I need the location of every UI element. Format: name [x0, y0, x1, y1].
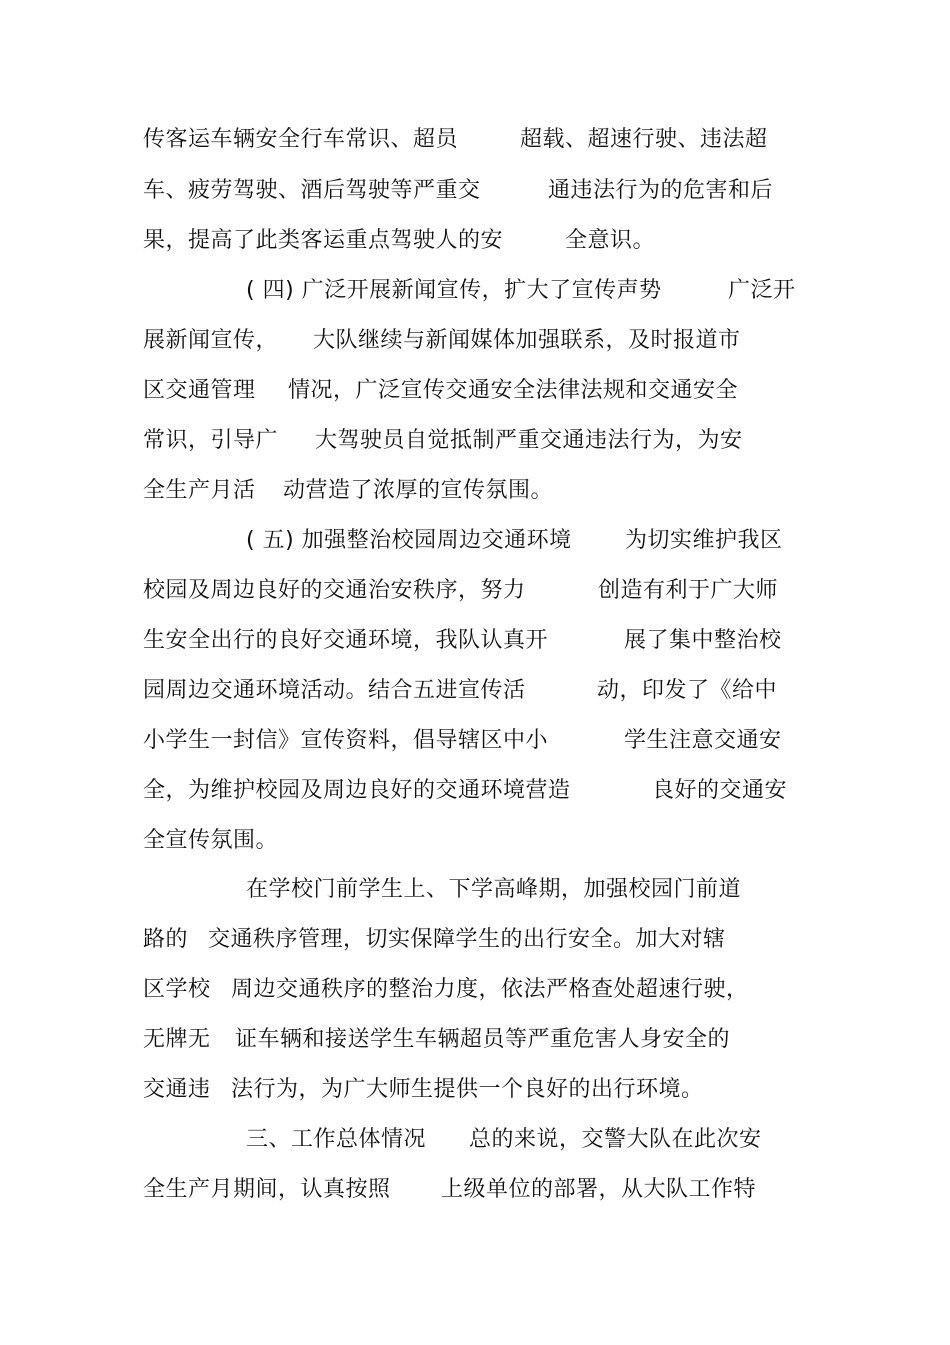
- text-segment: 创造有利于广大师: [598, 578, 779, 603]
- text-segment: 全生产月期间，认真按照: [143, 1177, 391, 1202]
- text-segment: 周边交通秩序的整治力度，依法严格查处超速行驶，: [231, 977, 749, 1002]
- text-segment: 全意识。: [565, 228, 656, 253]
- text-segment: 果，提高了此类客运重点驾驶人的安: [143, 228, 504, 253]
- text-segment: 总的来说，交警大队在此次安: [469, 1127, 762, 1152]
- text-segment: 良好的交通安: [652, 778, 788, 803]
- text-segment: 证车辆和接送学生车辆超员等严重危害人身安全的: [235, 1027, 731, 1052]
- text-segment: 全宣传氛围。: [143, 828, 279, 853]
- text-segment: 交通秩序管理，切实保障学生的出行安全。加大对辖: [208, 927, 726, 952]
- text-segment: 大队继续与新闻媒体加强联系，及时报道市: [313, 328, 741, 353]
- text-segment: 展了集中整治校: [624, 628, 782, 653]
- text-segment: ( 五) 加强整治校园周边交通环境: [246, 528, 572, 553]
- text-segment: 全生产月活: [143, 478, 256, 503]
- text-segment: 在学校门前学生上、下学高峰期，加强校园门前道: [246, 877, 742, 902]
- text-segment: 园周边交通环境活动。结合五进宣传活: [143, 678, 526, 703]
- text-segment: 超载、超速行驶、违法超: [520, 127, 768, 152]
- text-segment: 交通违: [143, 1077, 211, 1102]
- text-segment: 三、工作总体情况: [246, 1127, 427, 1152]
- text-segment: 大驾驶员自觉抵制严重交通违法行为，为安: [315, 428, 743, 453]
- text-segment: 情况，广泛宣传交通安全法律法规和交通安全: [288, 378, 739, 403]
- text-segment: 上级单位的部署，从大队工作特: [441, 1177, 757, 1202]
- text-segment: 区交通管理: [143, 378, 256, 403]
- text-segment: 法行为，为广大师生提供一个良好的出行环境。: [231, 1077, 704, 1102]
- text-segment: 为切实维护我区: [625, 528, 783, 553]
- text-segment: 无牌无: [143, 1027, 211, 1052]
- text-segment: 展新闻宣传，: [143, 328, 279, 353]
- text-segment: 广泛开: [728, 278, 796, 303]
- text-segment: 动营造了浓厚的宣传氛围。: [283, 478, 554, 503]
- text-segment: 校园及周边良好的交通治安秩序，努力: [143, 578, 526, 603]
- text-segment: 学生注意交通安: [624, 728, 782, 753]
- text-segment: 全，为维护校园及周边良好的交通环境营造: [143, 778, 571, 803]
- text-segment: 通违法行为的危害和后: [548, 178, 774, 203]
- text-segment: 动，印发了《给中: [597, 678, 778, 703]
- text-segment: 区学校: [143, 977, 211, 1002]
- text-segment: 生安全出行的良好交通环境，我队认真开: [143, 628, 549, 653]
- text-segment: 常识，引导广: [143, 428, 279, 453]
- text-segment: 车、疲劳驾驶、酒后驾驶等严重交: [143, 178, 481, 203]
- text-segment: 路的: [143, 927, 189, 952]
- text-segment: 小学生一封信》宣传资料，倡导辖区中小: [143, 728, 549, 753]
- text-segment: 传客运车辆安全行车常识、超员: [143, 127, 459, 152]
- text-segment: ( 四) 广泛开展新闻宣传，扩大了宣传声势: [246, 278, 662, 303]
